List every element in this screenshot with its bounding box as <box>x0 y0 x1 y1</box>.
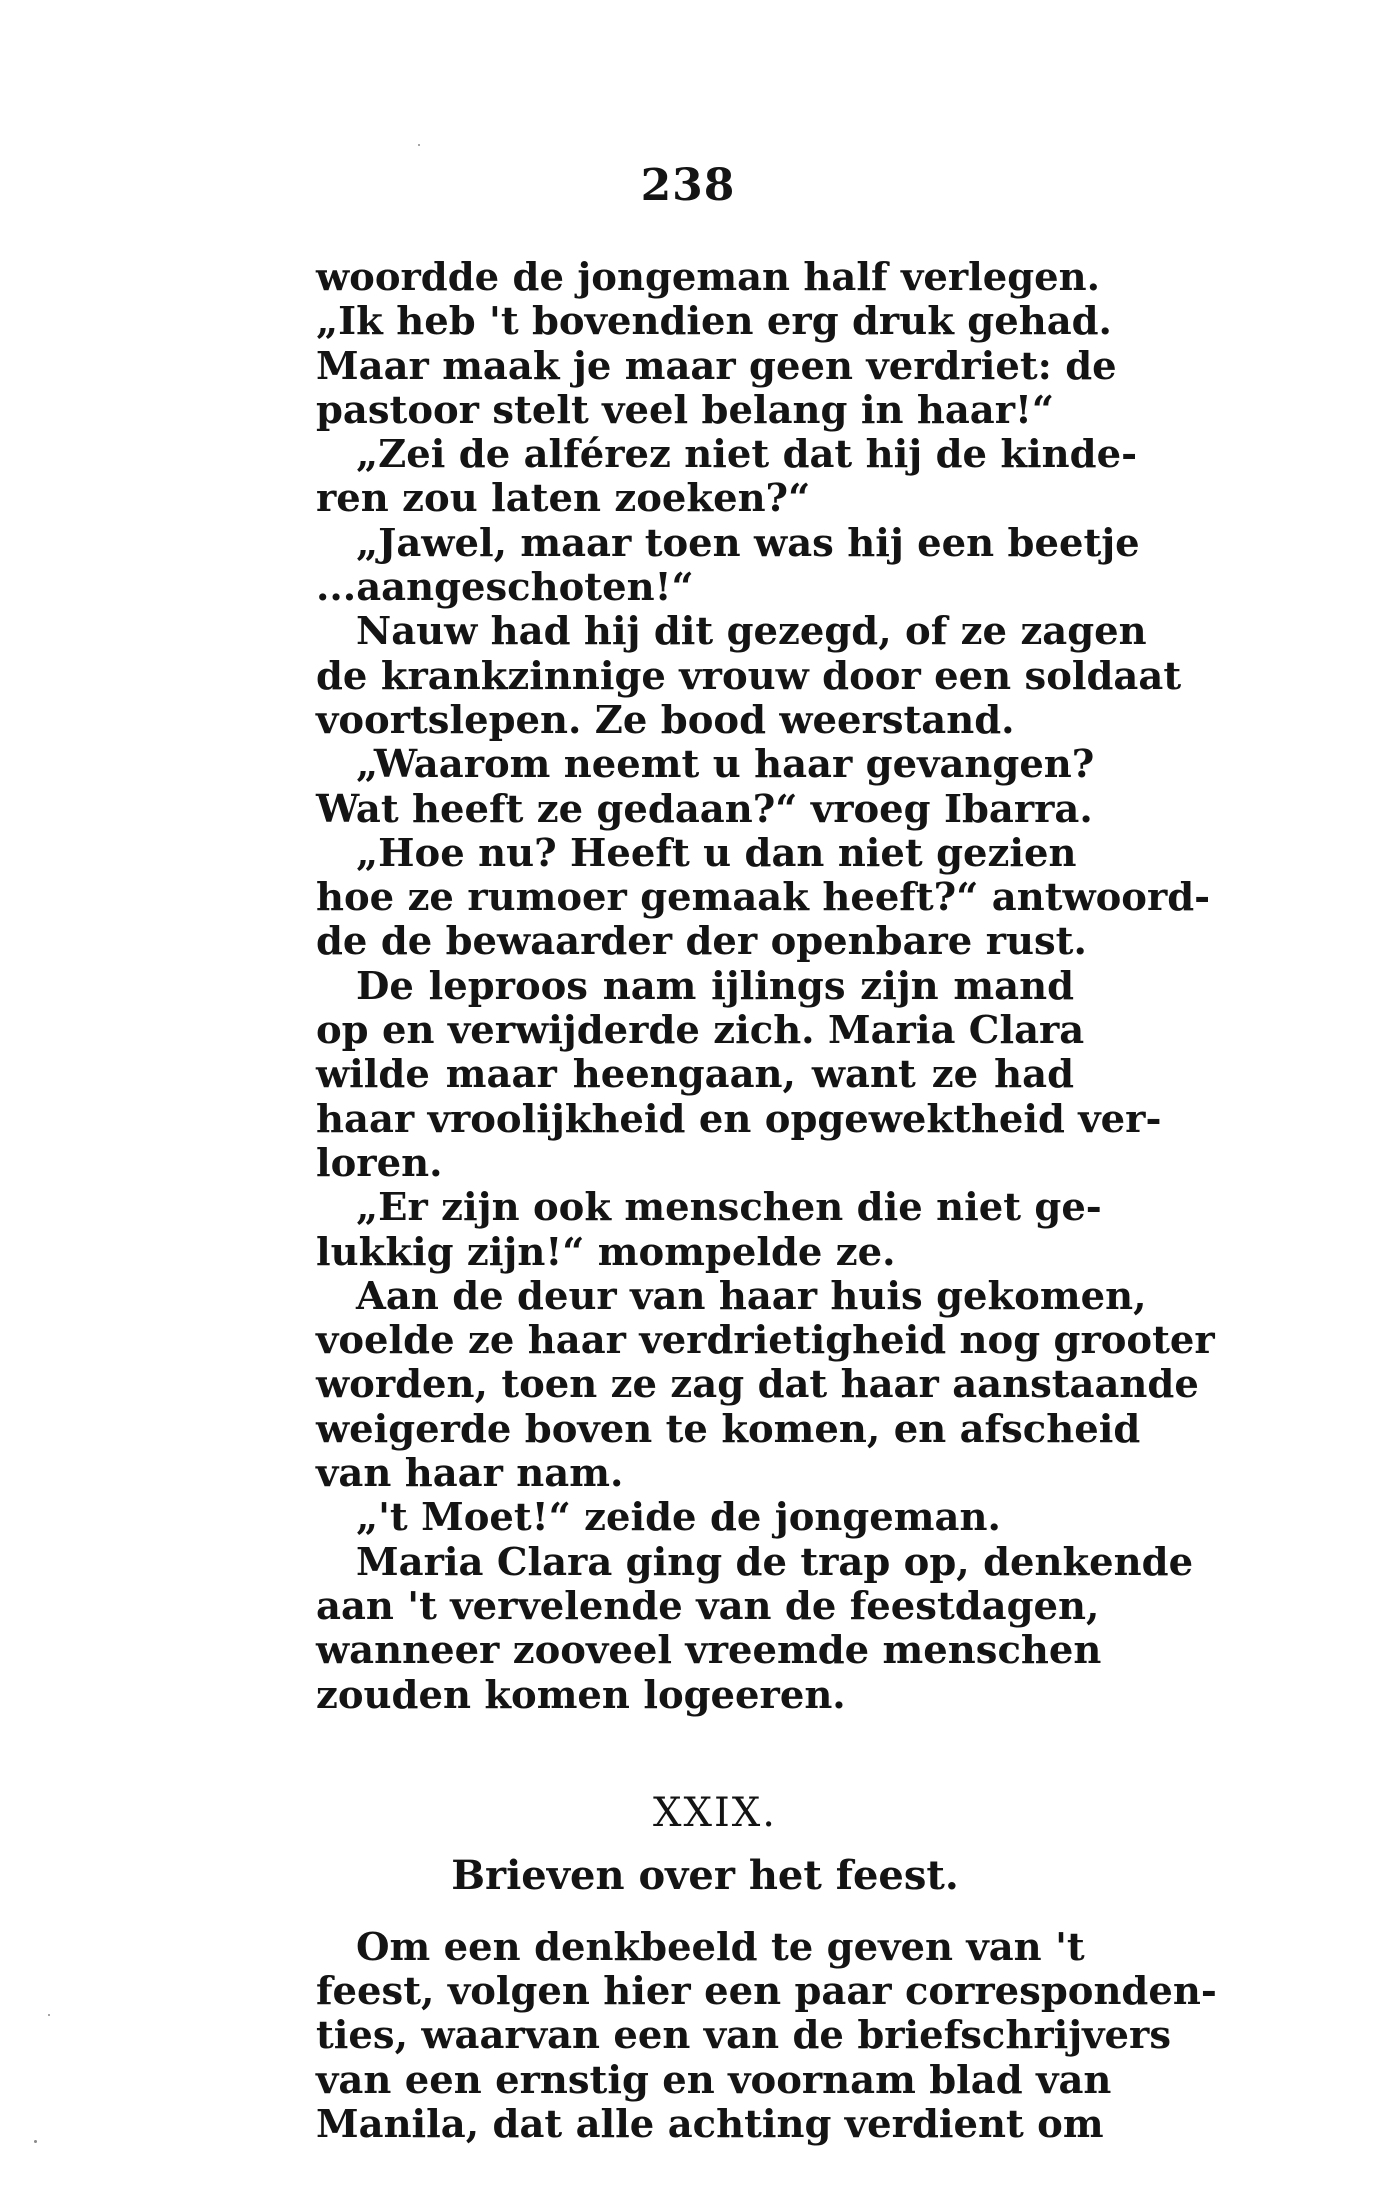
text-line: hoe ze rumoer gemaak heeft?“ antwoord- <box>316 875 1211 921</box>
text-line: lukkig zijn!“ mompelde ze. <box>316 1229 896 1275</box>
spacer <box>316 1718 1074 1782</box>
text-line: zouden komen logeeren. <box>316 1672 846 1718</box>
text-line: op en verwijderde zich. Maria Clara <box>316 1008 1085 1054</box>
text-line: worden, toen ze zag dat haar aanstaande <box>316 1362 1199 1408</box>
text-line: weigerde boven te komen, en afscheid <box>316 1406 1141 1452</box>
text-line: aan 't vervelende van de feestdagen, <box>316 1583 1100 1629</box>
text-line: Nauw had hij dit gezegd, of ze zagen <box>356 609 1147 655</box>
text-line: van haar nam. <box>316 1451 624 1497</box>
text-before-chapter <box>316 255 1215 1718</box>
text-line: Maria Clara ging de trap op, denkende <box>356 1539 1194 1585</box>
chapter-number: XXIX. <box>653 1789 777 1836</box>
text-line: feest, volgen hier een paar corresponden- <box>316 1969 1217 2015</box>
paper-speck <box>48 2014 50 2016</box>
chapter-title: Brieven over het feest. <box>451 1851 959 1899</box>
text-line: haar vroolijkheid en opgewektheid ver- <box>316 1096 1162 1142</box>
text-after-chapter <box>316 1924 1217 2147</box>
page-number: 238 <box>640 160 736 211</box>
text-line: ties, waarvan een van de briefschrijvers <box>316 2013 1171 2059</box>
text-line: „Waarom neemt u haar gevangen? <box>356 742 1095 788</box>
text-line: „Hoe nu? Heeft u dan niet gezien <box>356 830 1077 876</box>
text-line: de de bewaarder der openbare rust. <box>316 919 1087 965</box>
body-text <box>316 255 1217 2147</box>
text-line: van een ernstig en voornam blad van <box>316 2057 1112 2103</box>
text-line: wanneer zooveel vreemde menschen <box>316 1628 1102 1674</box>
text-line: de krankzinnige vrouw door een soldaat <box>316 653 1182 699</box>
paper-speck <box>418 144 420 146</box>
text-line: „Ik heb 't bovendien erg druk gehad. <box>316 299 1112 345</box>
text-line: woordde de jongeman half verlegen. <box>316 255 1101 300</box>
text-line: Om een denkbeeld te geven van 't <box>356 1924 1085 1970</box>
text-line: „Er zijn ook menschen die niet ge- <box>356 1185 1102 1231</box>
text-line: voelde ze haar verdrietigheid nog grooter <box>316 1318 1215 1364</box>
text-line: ren zou laten zoeken?“ <box>316 476 811 522</box>
text-line: „'t Moet!“ zeide de jongeman. <box>356 1495 1001 1541</box>
text-line: „Jawel, maar toen was hij een beetje <box>356 520 1140 566</box>
text-line: voortslepen. Ze bood weerstand. <box>316 697 1015 743</box>
text-line: Manila, dat alle achting verdient om <box>316 2101 1104 2147</box>
text-line: loren. <box>316 1140 443 1186</box>
text-line: „Zei de alférez niet dat hij de kinde- <box>356 432 1138 478</box>
text-line: Maar maak je maar geen verdriet: de <box>316 343 1117 389</box>
spacer <box>316 1908 1074 1926</box>
text-line: Aan de deur van haar huis gekomen, <box>356 1273 1147 1319</box>
text-line: De leproos nam ijlings zijn mand <box>356 963 1074 1009</box>
text-line: ...aangeschoten!“ <box>316 565 694 611</box>
text-line: wilde maar heengaan, want ze had <box>316 1052 1074 1098</box>
text-line: Wat heeft ze gedaan?“ vroeg Ibarra. <box>316 786 1093 832</box>
text-line: pastoor stelt veel belang in haar!“ <box>316 387 1055 433</box>
paper-speck <box>34 2140 37 2143</box>
